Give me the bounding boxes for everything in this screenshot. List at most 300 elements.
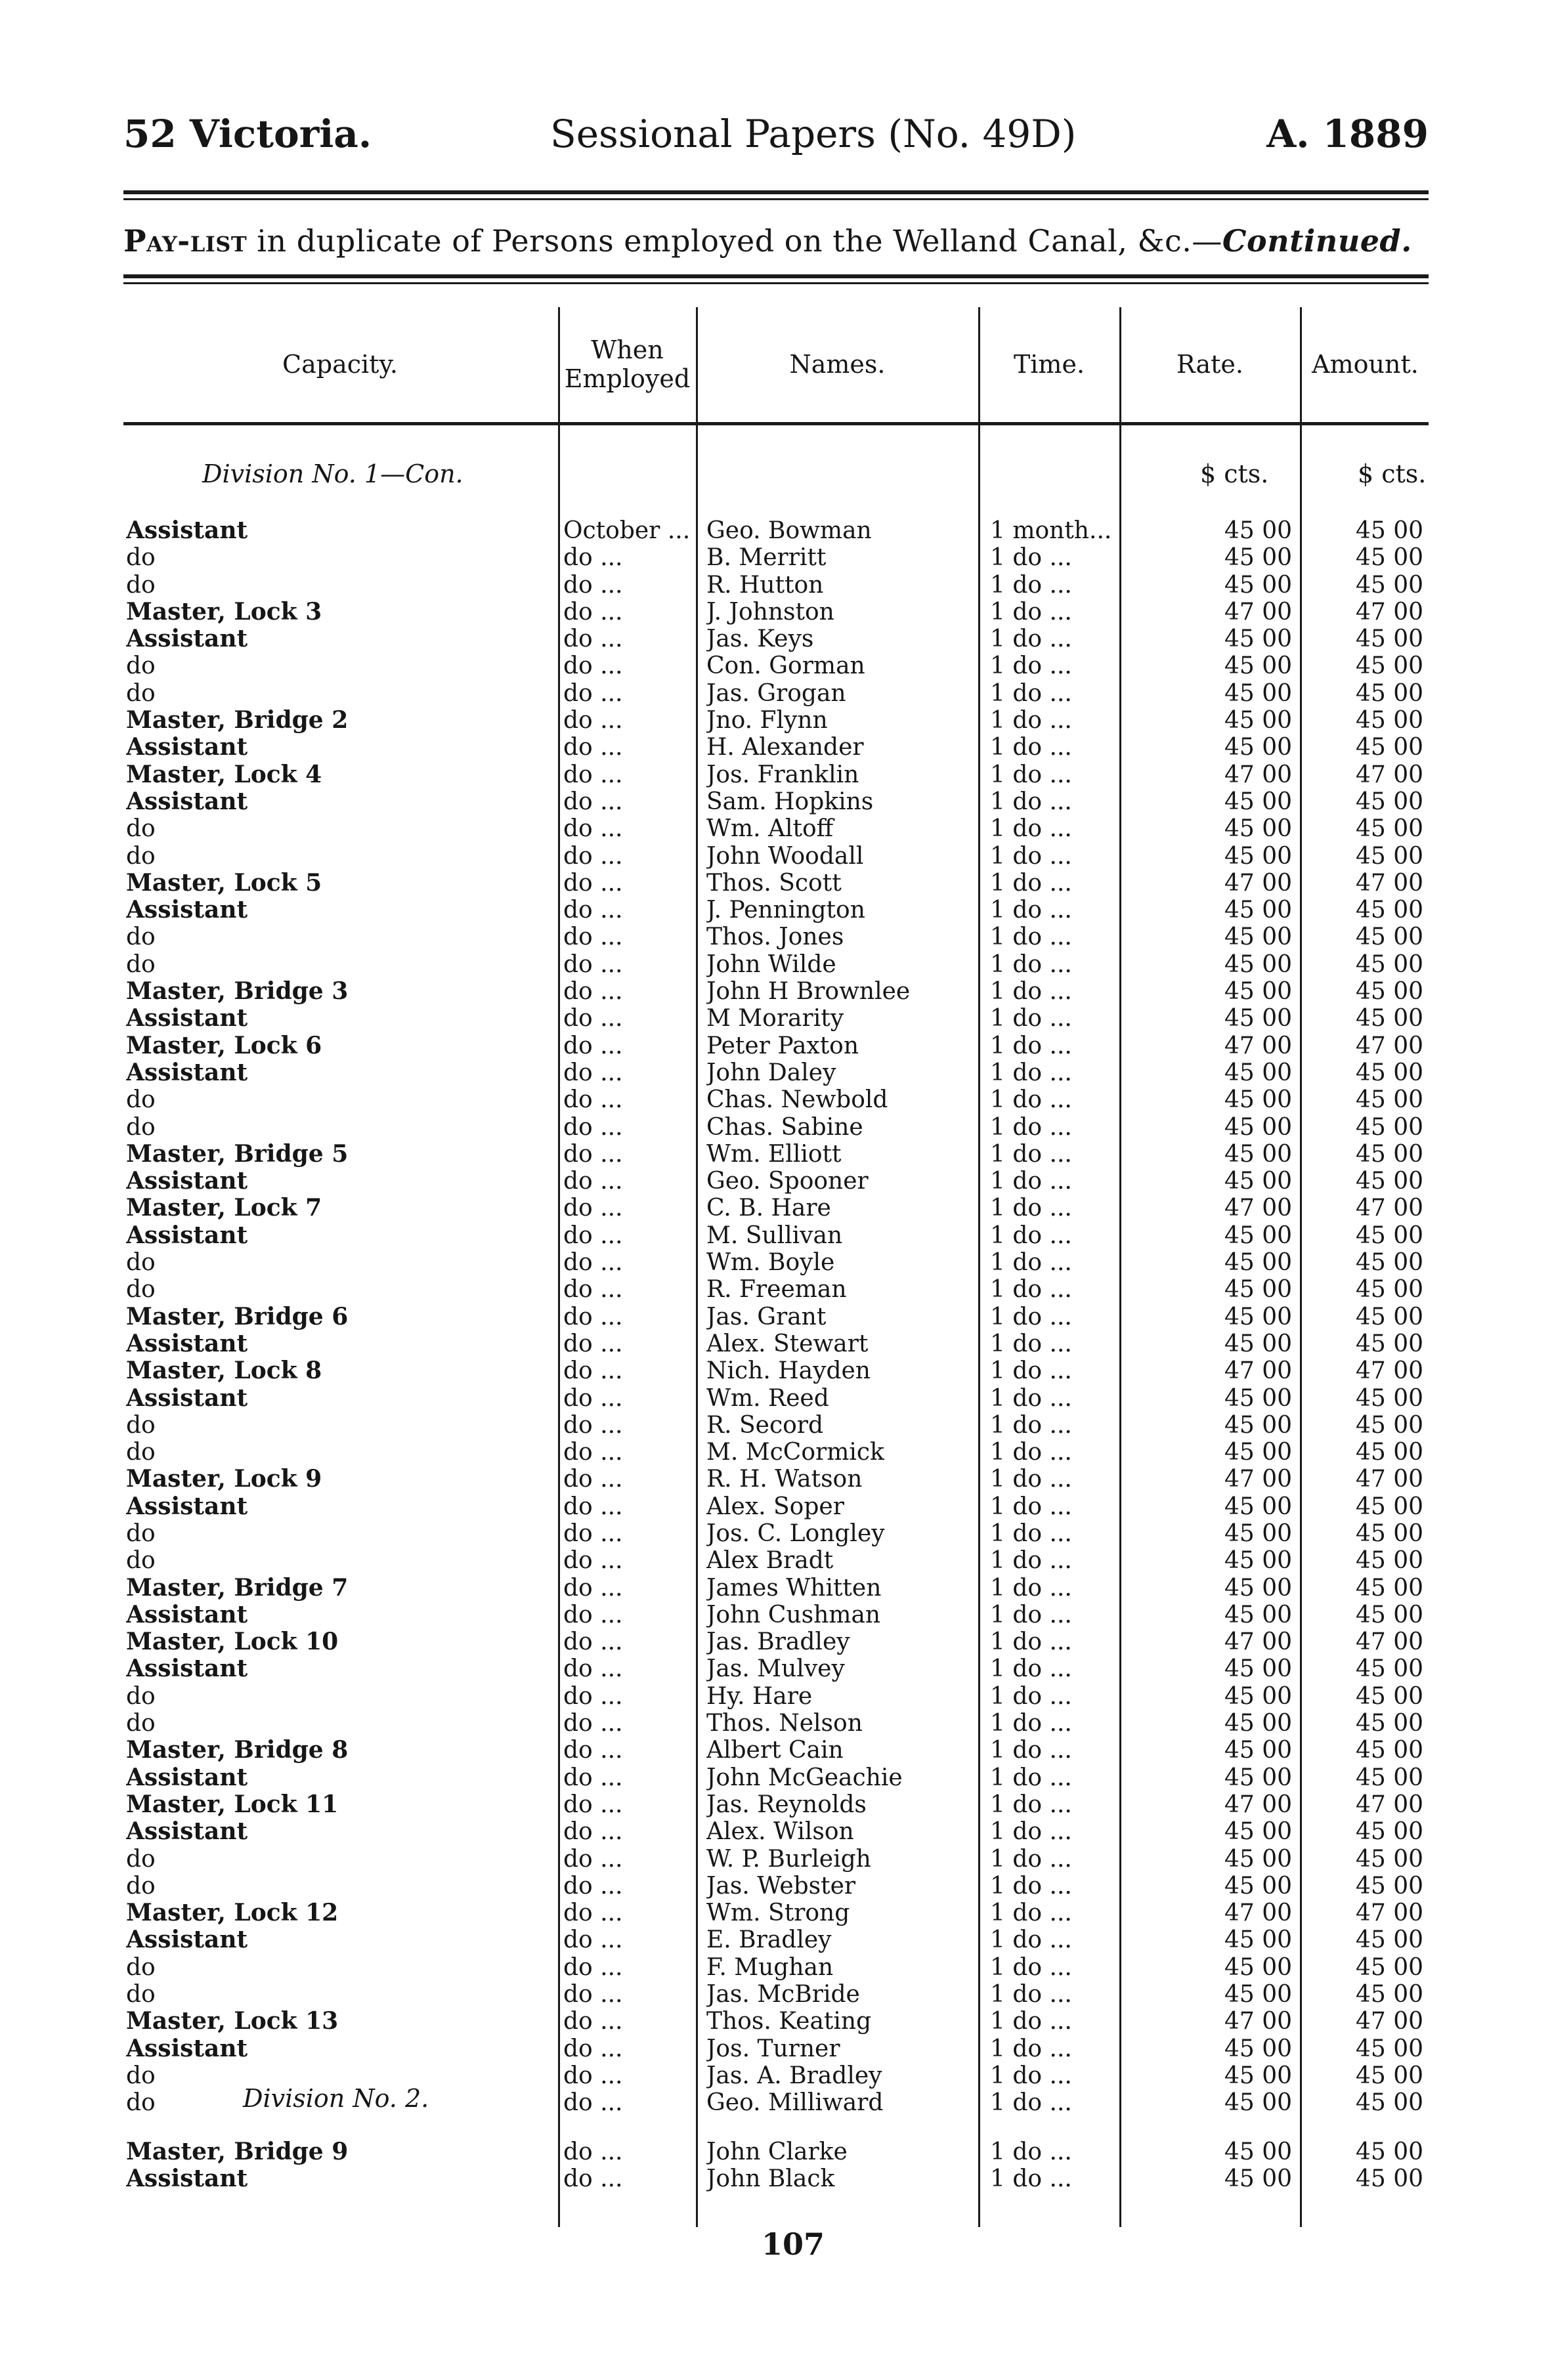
table-row (123, 1818, 1429, 1845)
cell-rate: 45 00 (1224, 2062, 1292, 2089)
table-row (123, 1846, 1429, 1873)
table-body (123, 517, 1429, 2117)
pay-list-table (123, 307, 1429, 2227)
cell-when-employed: do ... (563, 1519, 623, 1547)
cell-time: 1 do ... (990, 978, 1072, 1006)
table-row (123, 1791, 1429, 1818)
table-row (123, 1249, 1429, 1276)
cell-time: 1 do ... (990, 571, 1072, 599)
cell-time: 1 do ... (990, 626, 1072, 653)
cell-rate: 45 00 (1224, 1493, 1292, 1520)
cell-capacity: Master, Lock 7 (126, 1195, 322, 1222)
table-row (123, 1981, 1429, 2008)
cell-capacity: Master, Lock 4 (126, 761, 322, 788)
cell-time: 1 do ... (990, 1519, 1072, 1547)
table-row (123, 1602, 1429, 1628)
cell-time: 1 do ... (990, 679, 1072, 707)
cell-amount: 45 00 (1355, 1519, 1423, 1547)
cell-capacity: do (126, 1981, 156, 2008)
cell-capacity: Assistant (126, 1222, 248, 1249)
table-row (123, 1493, 1429, 1520)
cell-amount: 45 00 (1355, 1113, 1423, 1141)
cell-amount: 47 00 (1355, 1466, 1423, 1493)
cell-when-employed: do ... (563, 1574, 623, 1602)
cell-when-employed: do ... (563, 1601, 623, 1628)
cell-time: 1 do ... (990, 924, 1072, 951)
cell-capacity: do (126, 1519, 156, 1547)
cell-capacity: Master, Lock 8 (126, 1357, 322, 1385)
cell-amount: 45 00 (1355, 1872, 1423, 1900)
cell-name: C. B. Hare (706, 1195, 831, 1222)
cell-capacity: Assistant (126, 517, 248, 544)
table-row (123, 1900, 1429, 1926)
cell-when-employed: do ... (563, 2035, 623, 2062)
cell-name: Jas. Bradley (706, 1628, 850, 1656)
cell-name: Thos. Scott (706, 869, 842, 897)
cell-time: 1 do ... (990, 761, 1072, 788)
cell-when-employed: do ... (563, 1086, 623, 1114)
cell-when-employed: do ... (563, 1168, 623, 1195)
cell-when-employed: do ... (563, 815, 623, 843)
table-row (123, 1466, 1429, 1493)
cell-name: Jas. Keys (706, 626, 814, 653)
cell-time: 1 do ... (990, 1926, 1072, 1954)
table-row (123, 1086, 1429, 1113)
section-division-1: Division No. 1—Con. (202, 459, 463, 488)
cell-capacity: do (126, 1086, 156, 1114)
table-row (123, 978, 1429, 1005)
cell-rate: 45 00 (1224, 815, 1292, 843)
cell-when-employed: do ... (563, 950, 623, 978)
cell-amount: 45 00 (1355, 571, 1423, 599)
cell-rate: 45 00 (1224, 1547, 1292, 1575)
cell-rate: 47 00 (1224, 598, 1292, 626)
cell-capacity: Master, Lock 12 (126, 1900, 339, 1927)
cell-amount: 45 00 (1355, 1818, 1423, 1846)
table-row (123, 1575, 1429, 1602)
cell-capacity: do (126, 1547, 156, 1575)
cell-when-employed: do ... (563, 1493, 623, 1520)
cell-time: 1 do ... (990, 1222, 1072, 1249)
header-publication: Sessional Papers (No. 49D) (550, 112, 1077, 156)
cell-rate: 47 00 (1224, 1628, 1292, 1656)
cell-amount: 45 00 (1355, 2062, 1423, 2089)
cell-name: R. Secord (706, 1411, 824, 1439)
cell-when-employed: do ... (563, 1818, 623, 1846)
cell-rate: 45 00 (1224, 842, 1292, 870)
cell-rate: 45 00 (1224, 1086, 1292, 1114)
cell-amount: 45 00 (1355, 2035, 1423, 2062)
cell-when-employed: do ... (563, 544, 623, 572)
table-row (123, 572, 1429, 599)
cell-rate: 45 00 (1224, 2138, 1292, 2165)
cell-time: 1 do ... (990, 1655, 1072, 1683)
cell-rate: 45 00 (1224, 1249, 1292, 1277)
cell-name: Jos. Franklin (706, 761, 859, 788)
cell-capacity: do (126, 544, 156, 572)
col-names: Names. (789, 349, 886, 379)
cell-when-employed: do ... (563, 1384, 623, 1412)
cell-capacity: do (126, 1953, 156, 1981)
page-number: 107 (762, 2226, 825, 2262)
cell-when-employed: do ... (563, 1655, 623, 1683)
table-row (123, 1304, 1429, 1330)
cell-time: 1 do ... (990, 1682, 1072, 1710)
cell-when-employed: do ... (563, 1981, 623, 2008)
cell-rate: 45 00 (1224, 1439, 1292, 1466)
cell-time: 1 do ... (990, 2165, 1072, 2193)
cell-name: Geo. Bowman (706, 517, 872, 544)
cell-amount: 45 00 (1355, 1303, 1423, 1330)
cell-name: E. Bradley (706, 1926, 832, 1954)
cell-rate: 45 00 (1224, 1276, 1292, 1304)
cell-name: Wm. Boyle (706, 1249, 835, 1277)
cell-time: 1 do ... (990, 815, 1072, 843)
cell-capacity: Master, Bridge 6 (126, 1303, 349, 1330)
cell-amount: 45 00 (1355, 1953, 1423, 1981)
cell-when-employed: do ... (563, 1682, 623, 1710)
cell-name: Jas. Mulvey (706, 1655, 845, 1683)
table-row (123, 1737, 1429, 1764)
cell-when-employed: do ... (563, 2008, 623, 2035)
table-row (123, 924, 1429, 950)
cell-amount: 45 00 (1355, 1330, 1423, 1357)
cell-capacity: Assistant (126, 1601, 248, 1628)
cell-when-employed: do ... (563, 1466, 623, 1493)
table-row (123, 1655, 1429, 1682)
cell-when-employed: do ... (563, 652, 623, 680)
cell-when-employed: do ... (563, 761, 623, 788)
cell-name: Thos. Jones (706, 924, 844, 951)
cell-capacity: do (126, 1710, 156, 1737)
cell-rate: 45 00 (1224, 1737, 1292, 1764)
cell-when-employed: do ... (563, 1140, 623, 1168)
cell-when-employed: do ... (563, 2089, 623, 2117)
cell-rate: 47 00 (1224, 1466, 1292, 1493)
cell-time: 1 do ... (990, 734, 1072, 761)
cell-capacity: Master, Bridge 7 (126, 1574, 349, 1602)
cell-rate: 45 00 (1224, 571, 1292, 599)
table-row (123, 897, 1429, 924)
cell-amount: 45 00 (1355, 1737, 1423, 1764)
cell-time: 1 do ... (990, 2138, 1072, 2165)
cell-when-employed: do ... (563, 1059, 623, 1086)
cell-when-employed: do ... (563, 1330, 623, 1357)
table-row (123, 1954, 1429, 1981)
cell-time: 1 do ... (990, 1303, 1072, 1330)
table-row (123, 1276, 1429, 1303)
cell-name: Wm. Reed (706, 1384, 829, 1412)
table-row (123, 815, 1429, 842)
cell-capacity: Assistant (126, 1168, 248, 1195)
cell-time: 1 do ... (990, 1953, 1072, 1981)
cell-capacity: do (126, 924, 156, 951)
cell-capacity: Assistant (126, 1764, 248, 1791)
cell-capacity: do (126, 2089, 156, 2117)
cell-name: Hy. Hare (706, 1682, 813, 1710)
table-row (123, 1873, 1429, 1900)
table-row (123, 870, 1429, 897)
cell-when-employed: do ... (563, 1926, 623, 1954)
cell-name: Peter Paxton (706, 1032, 859, 1059)
table-row (123, 1683, 1429, 1710)
header-year: A. 1889 (1266, 112, 1429, 156)
cell-name: M. McCormick (706, 1439, 884, 1466)
cell-capacity: Assistant (126, 2035, 248, 2062)
cell-amount: 47 00 (1355, 1195, 1423, 1222)
cell-rate: 47 00 (1224, 869, 1292, 897)
cell-name: Jno. Flynn (706, 707, 828, 734)
cell-name: Jas. Grogan (706, 679, 846, 707)
cell-capacity: Assistant (126, 788, 248, 815)
cell-capacity: do (126, 1439, 156, 1466)
cell-when-employed: do ... (563, 1547, 623, 1575)
cell-when-employed: do ... (563, 897, 623, 924)
cell-capacity: do (126, 1113, 156, 1141)
cell-rate: 45 00 (1224, 1059, 1292, 1086)
table-row (123, 761, 1429, 788)
cell-rate: 47 00 (1224, 1357, 1292, 1385)
cell-when-employed: do ... (563, 626, 623, 653)
cell-rate: 47 00 (1224, 1791, 1292, 1818)
amount-units: $ cts. (1358, 459, 1427, 488)
cell-name: R. Freeman (706, 1276, 847, 1304)
cell-rate: 45 00 (1224, 1303, 1292, 1330)
cell-name: M. Sullivan (706, 1222, 843, 1249)
cell-when-employed: do ... (563, 924, 623, 951)
cell-name: Albert Cain (706, 1737, 844, 1764)
cell-time: 1 do ... (990, 1845, 1072, 1873)
cell-amount: 45 00 (1355, 1249, 1423, 1277)
cell-amount: 47 00 (1355, 2008, 1423, 2035)
cell-amount: 45 00 (1355, 1005, 1423, 1032)
cell-time: 1 do ... (990, 1547, 1072, 1575)
cell-when-employed: do ... (563, 1411, 623, 1439)
cell-when-employed: do ... (563, 1764, 623, 1791)
cell-capacity: Master, Bridge 5 (126, 1140, 349, 1168)
cell-name: Alex. Wilson (706, 1818, 854, 1846)
cell-capacity: Assistant (126, 1926, 248, 1954)
title-text: in duplicate of Persons employed on the Welland Canal, &c.— (247, 223, 1222, 259)
cell-time: 1 do ... (990, 1357, 1072, 1385)
cell-rate: 45 00 (1224, 1222, 1292, 1249)
cell-name: R. H. Watson (706, 1466, 863, 1493)
cell-amount: 45 00 (1355, 1222, 1423, 1249)
cell-time: 1 do ... (990, 598, 1072, 626)
cell-rate: 45 00 (1224, 950, 1292, 978)
cell-time: 1 do ... (990, 1791, 1072, 1818)
cell-time: 1 do ... (990, 1168, 1072, 1195)
cell-time: 1 do ... (990, 1005, 1072, 1032)
cell-when-employed: do ... (563, 1791, 623, 1818)
cell-time: 1 do ... (990, 544, 1072, 572)
cell-amount: 45 00 (1355, 544, 1423, 572)
cell-when-employed: October ... (563, 517, 691, 544)
cell-rate: 47 00 (1224, 1195, 1292, 1222)
cell-capacity: Master, Lock 11 (126, 1791, 339, 1818)
cell-rate: 45 00 (1224, 2035, 1292, 2062)
cell-rate: 45 00 (1224, 2089, 1292, 2117)
cell-capacity: Assistant (126, 1818, 248, 1846)
cell-rate: 45 00 (1224, 897, 1292, 924)
table-row (123, 544, 1429, 571)
cell-capacity: do (126, 1682, 156, 1710)
table-row (123, 1547, 1429, 1574)
cell-rate: 45 00 (1224, 978, 1292, 1006)
cell-when-employed: do ... (563, 571, 623, 599)
cell-rate: 47 00 (1224, 1032, 1292, 1059)
cell-time: 1 do ... (990, 842, 1072, 870)
cell-rate: 45 00 (1224, 1005, 1292, 1032)
cell-name: Alex Bradt (706, 1547, 834, 1575)
title-lead: Pay-list (123, 223, 248, 259)
cell-time: 1 do ... (990, 1195, 1072, 1222)
cell-capacity: Master, Lock 9 (126, 1466, 322, 1493)
cell-capacity: Assistant (126, 1005, 248, 1032)
cell-amount: 45 00 (1355, 517, 1423, 544)
cell-amount: 45 00 (1355, 1655, 1423, 1683)
cell-when-employed: do ... (563, 1249, 623, 1277)
cell-amount: 45 00 (1355, 1926, 1423, 1954)
cell-name: Alex. Soper (706, 1493, 844, 1520)
cell-rate: 45 00 (1224, 1655, 1292, 1683)
cell-when-employed: do ... (563, 1845, 623, 1873)
cell-name: John H Brownlee (706, 978, 911, 1006)
cell-rate: 45 00 (1224, 1845, 1292, 1873)
cell-time: 1 do ... (990, 2062, 1072, 2089)
table-row (123, 1764, 1429, 1791)
cell-capacity: do (126, 2062, 156, 2089)
cell-rate: 45 00 (1224, 1140, 1292, 1168)
cell-name: Chas. Newbold (706, 1086, 888, 1114)
cell-time: 1 do ... (990, 1818, 1072, 1846)
cell-amount: 45 00 (1355, 1411, 1423, 1439)
cell-capacity: Assistant (126, 1059, 248, 1086)
cell-time: 1 do ... (990, 897, 1072, 924)
cell-time: 1 do ... (990, 788, 1072, 815)
cell-name: Wm. Altoff (706, 815, 834, 843)
cell-amount: 45 00 (1355, 1574, 1423, 1602)
cell-amount: 45 00 (1355, 1710, 1423, 1737)
cell-name: J. Johnston (706, 598, 834, 626)
cell-amount: 45 00 (1355, 1140, 1423, 1168)
cell-name: W. P. Burleigh (706, 1845, 871, 1873)
table-row (123, 1330, 1429, 1357)
cell-name: Alex. Stewart (706, 1330, 869, 1357)
cell-when-employed: do ... (563, 1222, 623, 1249)
cell-when-employed: do ... (563, 734, 623, 761)
cell-capacity: Master, Bridge 9 (126, 2138, 349, 2165)
cell-time: 1 do ... (990, 1737, 1072, 1764)
cell-capacity: do (126, 571, 156, 599)
cell-capacity: do (126, 1411, 156, 1439)
title-continued: Continued. (1222, 223, 1412, 259)
cell-name: Jas. McBride (706, 1981, 860, 2008)
cell-when-employed: do ... (563, 978, 623, 1006)
cell-amount: 45 00 (1355, 815, 1423, 843)
cell-rate: 45 00 (1224, 1519, 1292, 1547)
cell-name: H. Alexander (706, 734, 864, 761)
cell-amount: 45 00 (1355, 1439, 1423, 1466)
cell-time: 1 do ... (990, 652, 1072, 680)
cell-time: 1 do ... (990, 1872, 1072, 1900)
table-row (123, 1032, 1429, 1059)
cell-rate: 45 00 (1224, 1953, 1292, 1981)
cell-time: 1 do ... (990, 1249, 1072, 1277)
cell-rate: 45 00 (1224, 1411, 1292, 1439)
cell-name: John Clarke (706, 2138, 848, 2165)
table-row (123, 599, 1429, 626)
cell-rate: 45 00 (1224, 1818, 1292, 1846)
cell-amount: 47 00 (1355, 761, 1423, 788)
table-row (123, 734, 1429, 761)
table-row (123, 1005, 1429, 1032)
cell-amount: 45 00 (1355, 842, 1423, 870)
cell-name: Geo. Spooner (706, 1168, 869, 1195)
cell-name: John Woodall (706, 842, 864, 870)
cell-capacity: do (126, 1276, 156, 1304)
cell-time: 1 do ... (990, 1981, 1072, 2008)
cell-rate: 45 00 (1224, 679, 1292, 707)
cell-when-employed: do ... (563, 1195, 623, 1222)
cell-rate: 45 00 (1224, 652, 1292, 680)
cell-amount: 45 00 (1355, 1086, 1423, 1114)
cell-amount: 45 00 (1355, 1547, 1423, 1575)
cell-time: 1 do ... (990, 1574, 1072, 1602)
cell-capacity: Assistant (126, 1330, 248, 1357)
cell-when-employed: do ... (563, 1737, 623, 1764)
cell-name: John Wilde (706, 950, 836, 978)
cell-rate: 45 00 (1224, 1113, 1292, 1141)
cell-when-employed: do ... (563, 1032, 623, 1059)
cell-amount: 45 00 (1355, 1493, 1423, 1520)
cell-time: 1 do ... (990, 1493, 1072, 1520)
cell-capacity: Assistant (126, 897, 248, 924)
table-row (123, 1385, 1429, 1412)
cell-name: Chas. Sabine (706, 1113, 863, 1141)
cell-amount: 45 00 (1355, 1276, 1423, 1304)
cell-name: F. Mughan (706, 1953, 834, 1981)
cell-name: Thos. Nelson (706, 1710, 863, 1737)
cell-capacity: Master, Bridge 8 (126, 1737, 349, 1764)
cell-when-employed: do ... (563, 1953, 623, 1981)
cell-amount: 45 00 (1355, 652, 1423, 680)
cell-amount: 45 00 (1355, 1981, 1423, 2008)
cell-rate: 45 00 (1224, 2165, 1292, 2193)
table-row (123, 1628, 1429, 1655)
cell-name: R. Hutton (706, 571, 824, 599)
cell-capacity: Master, Bridge 2 (126, 707, 349, 734)
header-session: 52 Victoria. (123, 112, 372, 156)
cell-name: Jas. Reynolds (706, 1791, 867, 1818)
cell-when-employed: do ... (563, 1303, 623, 1330)
cell-rate: 45 00 (1224, 788, 1292, 815)
cell-amount: 47 00 (1355, 1628, 1423, 1656)
table-row (123, 707, 1429, 734)
cell-when-employed: do ... (563, 2165, 623, 2193)
cell-capacity: Master, Lock 3 (126, 598, 322, 626)
cell-time: 1 do ... (990, 1710, 1072, 1737)
cell-rate: 45 00 (1224, 1981, 1292, 2008)
cell-capacity: Master, Lock 6 (126, 1032, 322, 1059)
cell-name: Thos. Keating (706, 2008, 872, 2035)
cell-amount: 45 00 (1355, 2165, 1423, 2193)
cell-capacity: Master, Bridge 3 (126, 978, 349, 1006)
cell-amount: 45 00 (1355, 2089, 1423, 2117)
cell-time: 1 do ... (990, 1113, 1072, 1141)
cell-capacity: Assistant (126, 626, 248, 653)
cell-rate: 45 00 (1224, 1682, 1292, 1710)
